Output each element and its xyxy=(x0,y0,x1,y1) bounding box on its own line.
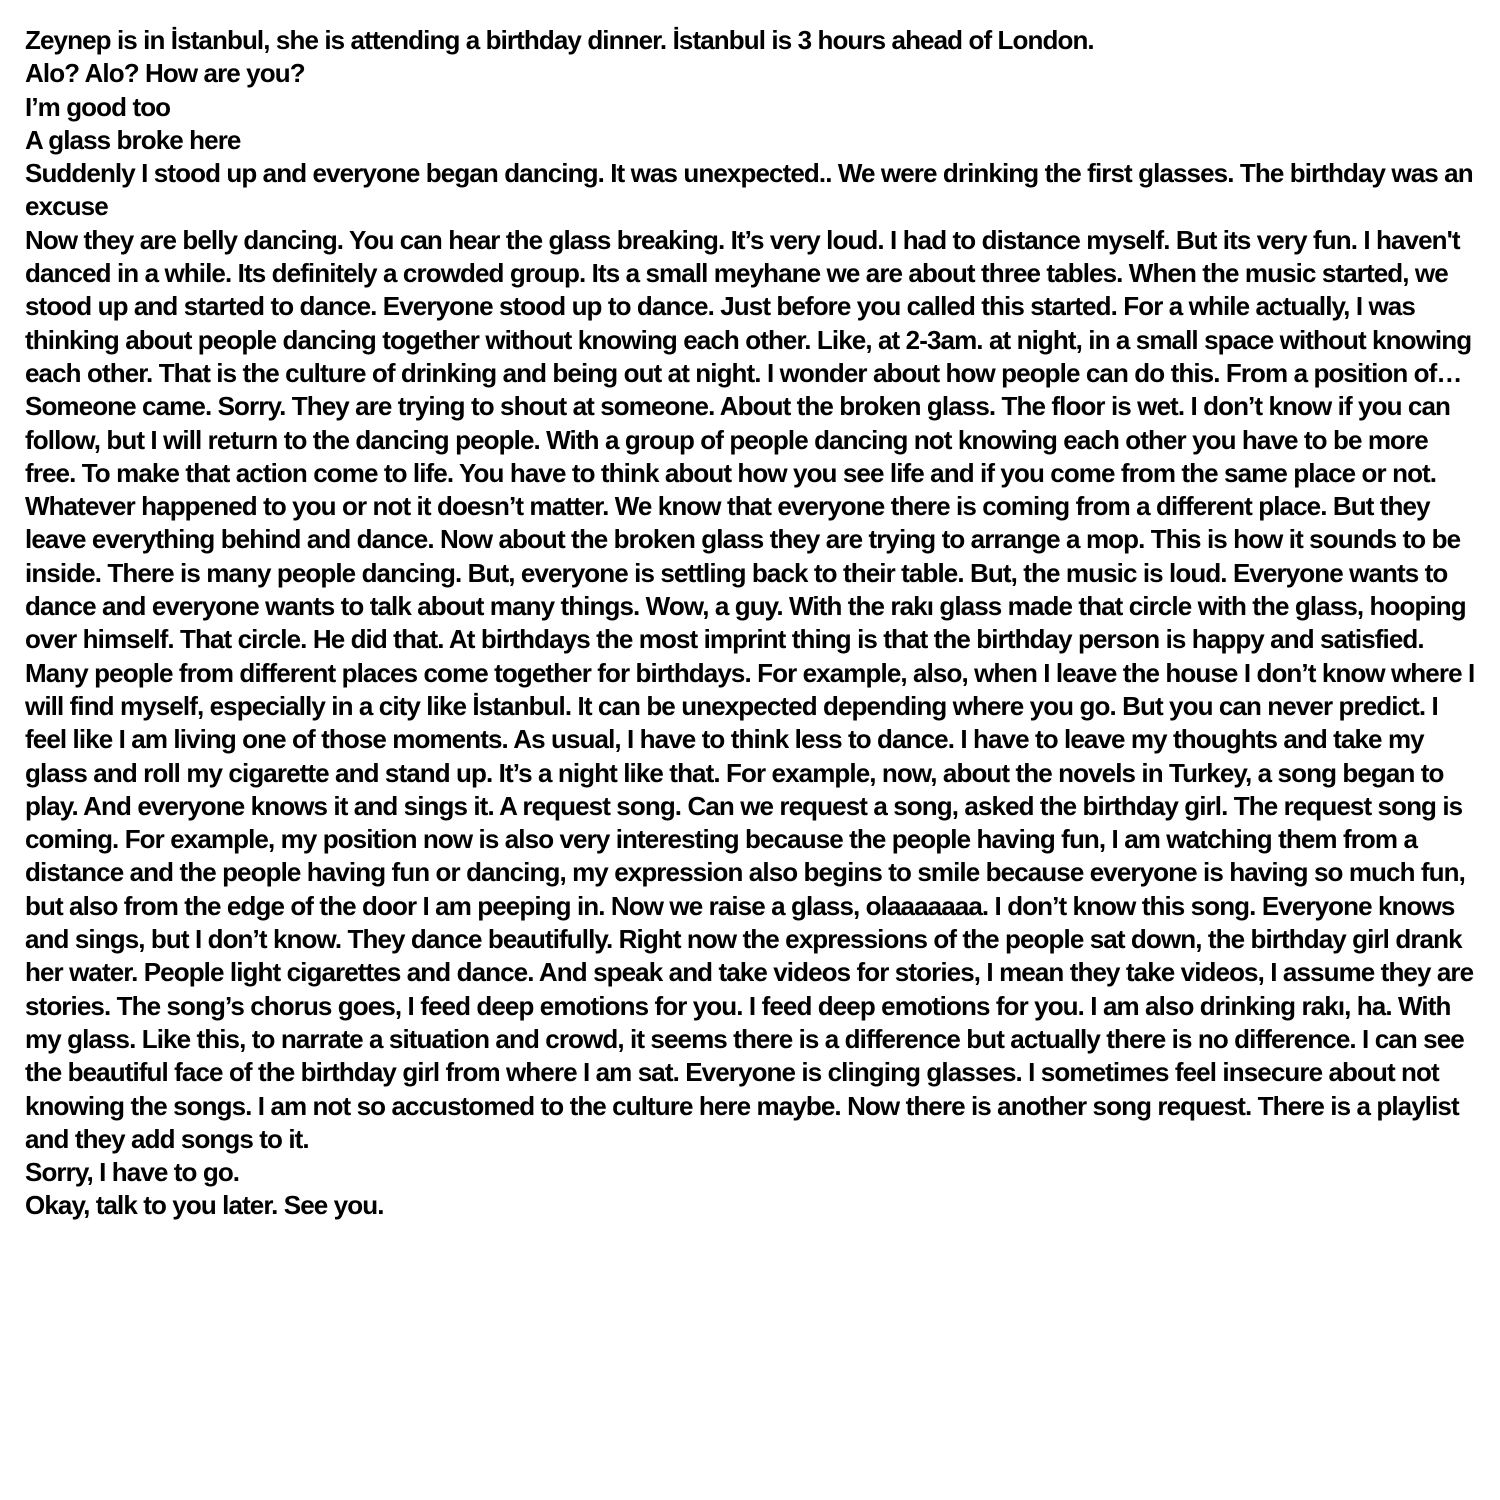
reply-line: I’m good too xyxy=(25,91,171,122)
dancing-paragraph: Suddenly I stood up and everyone began dancing. It was unexpected.. We were drinking the first glasses. The birthday was an excuse xyxy=(25,158,1473,222)
goodbye-line: Sorry, I have to go. xyxy=(25,1157,240,1188)
intro-paragraph: Zeynep is in İstanbul, she is attending a birthday dinner. İstanbul is 3 hours ahead of London. xyxy=(25,25,1094,55)
transcript-document xyxy=(25,24,1477,1223)
greeting-line: Alo? Alo? How are you? xyxy=(25,58,305,89)
glass-broke-line: A glass broke here xyxy=(25,124,241,155)
closing-line: Okay, talk to you later. See you. xyxy=(25,1190,384,1221)
belly-dancing-paragraph: Now they are belly dancing. You can hear the glass breaking. It’s very loud. I had to distance myself. But its very fun. I haven't danced in a while. Its definitely a crowded group. Its a small meyhane we are about three tables. When the music started, we stood up and started to dance. Everyone stood up to dance. Just before you called this started. For a while actually, I was thinking about people dancing together without knowing each other. Like, at 2-3am. at night, in a small space without knowing each other. That is the culture of drinking and being out at night. I wonder about how people can do this. From a position of… Someone came. Sorry. They are trying to shout at someone. About the broken glass. The floor is wet. I don’t know if you can follow, but I will return to the dancing people. With a group of people dancing not knowing each other you have to be more free. To make that action come to life. You have to think about how you see life and if you come from the same place or not. Whatever happened to you or not it doesn’t matter. We know that everyone there is coming from a different place. But they leave everything behind and dance. Now about the broken glass they are trying to arrange a mop. This is how it sounds to be inside. There is many people dancing. But, everyone is settling back to their table. But, the music is loud. Everyone wants to dance and everyone wants to talk about many things. Wow, a guy. With the rakı glass made that circle with the glass, hooping over himself. That circle. He did that. At birthdays the most imprint thing is that the birthday person is happy and satisfied. Many people from different places come together for birthdays. For example, also, when I leave the house I don’t know where I will find myself, especially in a city like İstanbul. It can be unexpected depending where you go. But you can never predict. I feel like I am living one of those moments. As usual, I have to think less to dance. I have to leave my thoughts and take my glass and roll my cigarette and stand up. It’s a night like that. For example, now, about the novels in Turkey, a song began to play. And everyone knows it and sings it. A request song. Can we request a song, asked the birthday girl. The request song is coming. For example, my position now is also very interesting because the people having fun, I am watching them from a distance and the people having fun or dancing, my expression also begins to smile because everyone is having so much fun, but also from the edge of the door I am peeping in. Now we raise a glass, olaaaaaaa. I don’t know this song. Everyone knows and sings, but I don’t know. They dance beautifully. Right now the expressions of the people sat down, the birthday girl drank her water. People light cigarettes and dance. And speak and take videos for stories, I mean they take videos, I assume they are stories. The song’s chorus goes, I feed deep emotions for you. I feed deep emotions for you. I am also drinking rakı, ha. With my glass. Like this, to narrate a situation and crowd, it seems there is a difference but actually there is no difference. I can see the beautiful face of the birthday girl from where I am sat. Everyone is clinging glasses. I sometimes feel insecure about not knowing the songs. I am not so accustomed to the culture here maybe. Now there is another song request. There is a playlist and they add songs to it. xyxy=(25,224,1475,1154)
